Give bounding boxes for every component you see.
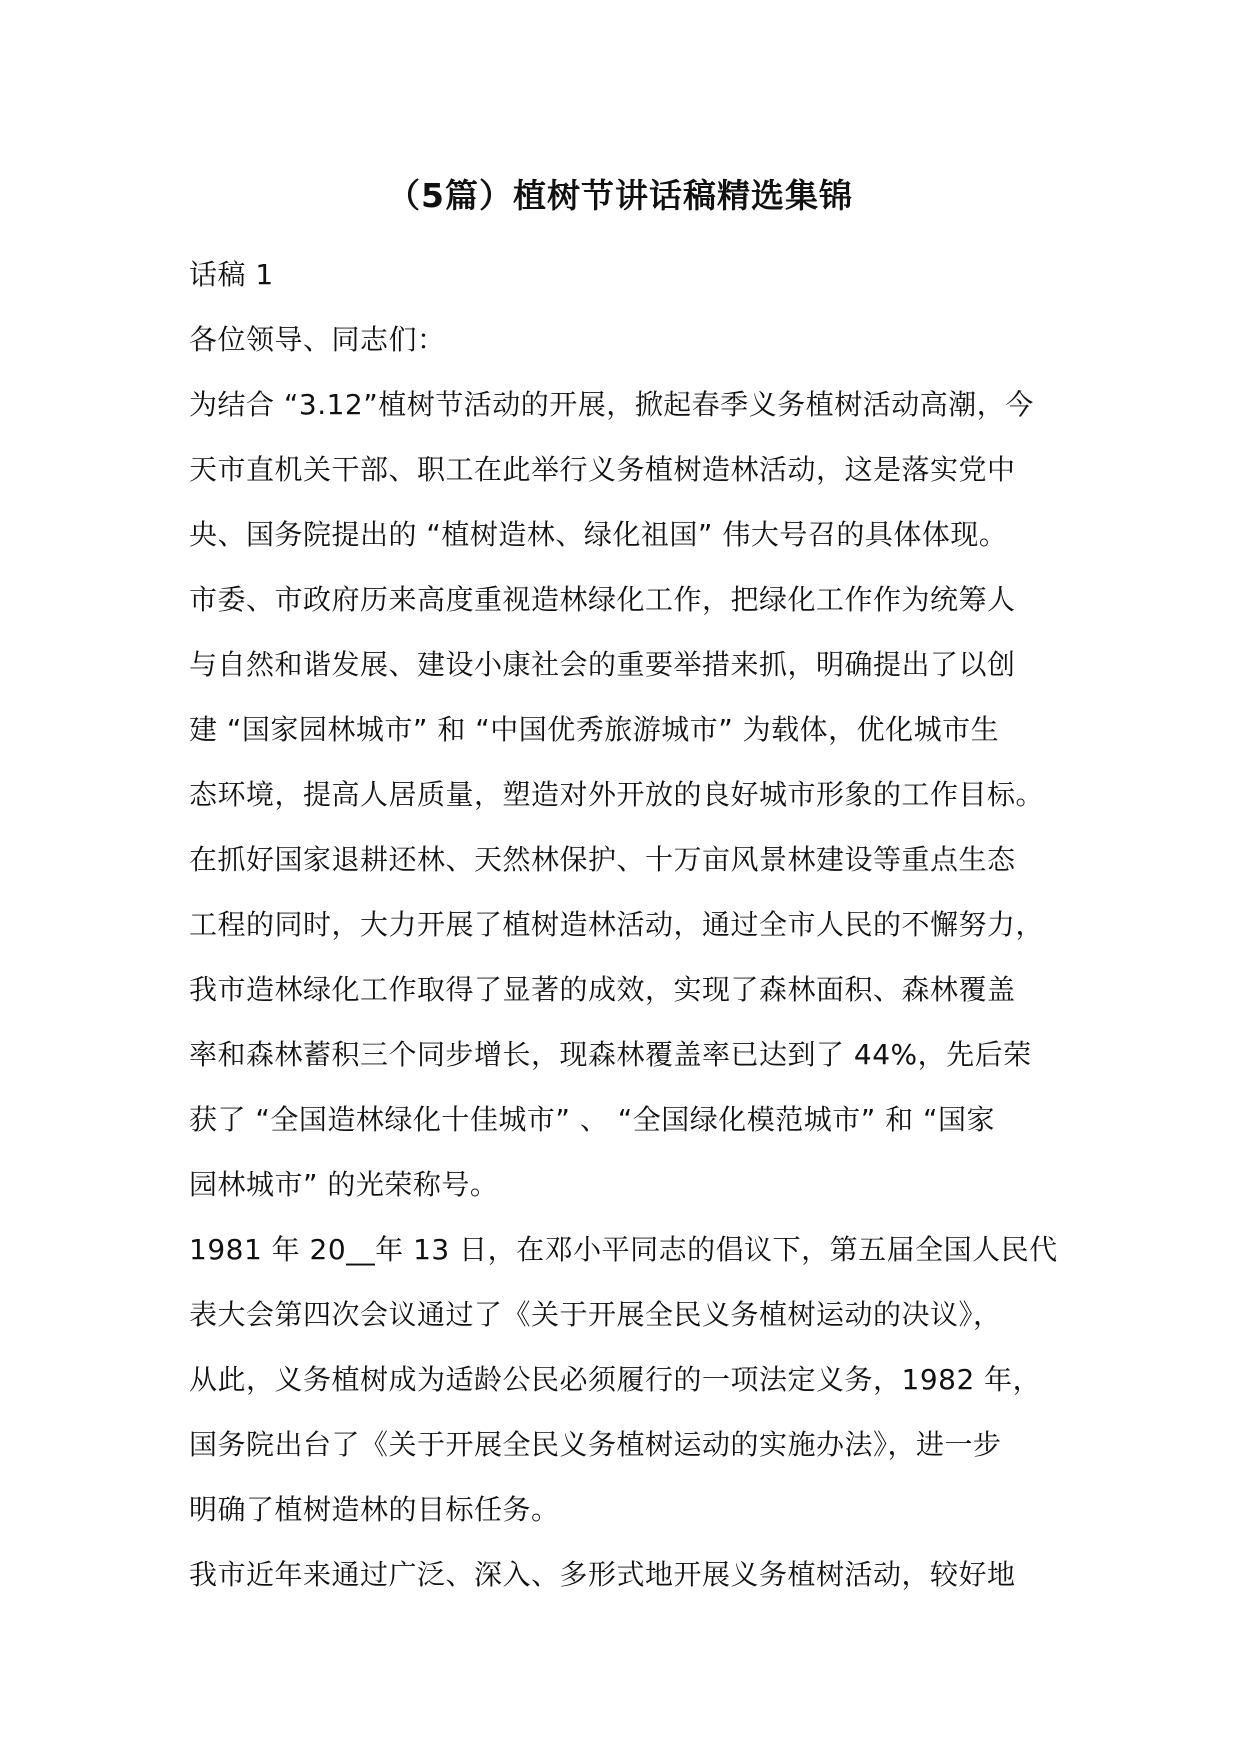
text-line: 国务院出台了《关于开展全民义务植树运动的实施办法》，进一步: [189, 1428, 1002, 1461]
text-line: 明确了植树造林的目标任务。: [189, 1493, 560, 1526]
text-line: 与自然和谐发展、建设小康社会的重要举措来抓，明确提出了以创: [189, 648, 1016, 681]
text-line: 话稿 1: [189, 258, 274, 291]
text-line: 获了 “全国造林绿化十佳城市” 、 “全国绿化模范城市” 和 “国家: [189, 1103, 996, 1136]
text-line: 各位领导、同志们：: [189, 323, 446, 356]
text-line: 从此，义务植树成为适龄公民必须履行的一项法定义务，1982 年，: [189, 1363, 1042, 1396]
text-line: 在抓好国家退耕还林、天然林保护、十万亩风景林建设等重点生态: [189, 843, 1016, 876]
text-line: 表大会第四次会议通过了《关于开展全民义务植树运动的决议》，: [189, 1298, 1002, 1331]
text-line: 率和森林蓄积三个同步增长，现森林覆盖率已达到了 44%，先后荣: [189, 1038, 1032, 1071]
text-line: 我市造林绿化工作取得了显著的成效，实现了森林面积、森林覆盖: [189, 973, 1016, 1006]
text-line: 央、国务院提出的 “植树造林、绿化祖国” 伟大号召的具体体现。: [189, 518, 1008, 551]
document-title: （5篇）植树节讲话稿精选集锦: [387, 176, 853, 215]
document-body: [189, 242, 1069, 1607]
text-line: 市委、市政府历来高度重视造林绿化工作，把绿化工作作为统筹人: [189, 583, 1016, 616]
text-line: 工程的同时，大力开展了植树造林活动，通过全市人民的不懈努力，: [189, 908, 1045, 941]
text-line: 天市直机关干部、职工在此举行义务植树造林活动，这是落实党中: [189, 453, 1016, 486]
text-line: 建 “国家园林城市” 和 “中国优秀旅游城市” 为载体，优化城市生: [189, 713, 1000, 746]
text-line: 态环境，提高人居质量，塑造对外开放的良好城市形象的工作目标。: [189, 778, 1045, 811]
text-line: 园林城市” 的光荣称号。: [189, 1168, 499, 1201]
text-line: 为结合 “3.12”植树节活动的开展，掀起春季义务植树活动高潮，今: [189, 388, 1034, 421]
text-line: 我市近年来通过广泛、深入、多形式地开展义务植树活动，较好地: [189, 1558, 1016, 1591]
text-line: 1981 年 20__年 13 日，在邓小平同志的倡议下，第五届全国人民代: [189, 1233, 1058, 1266]
